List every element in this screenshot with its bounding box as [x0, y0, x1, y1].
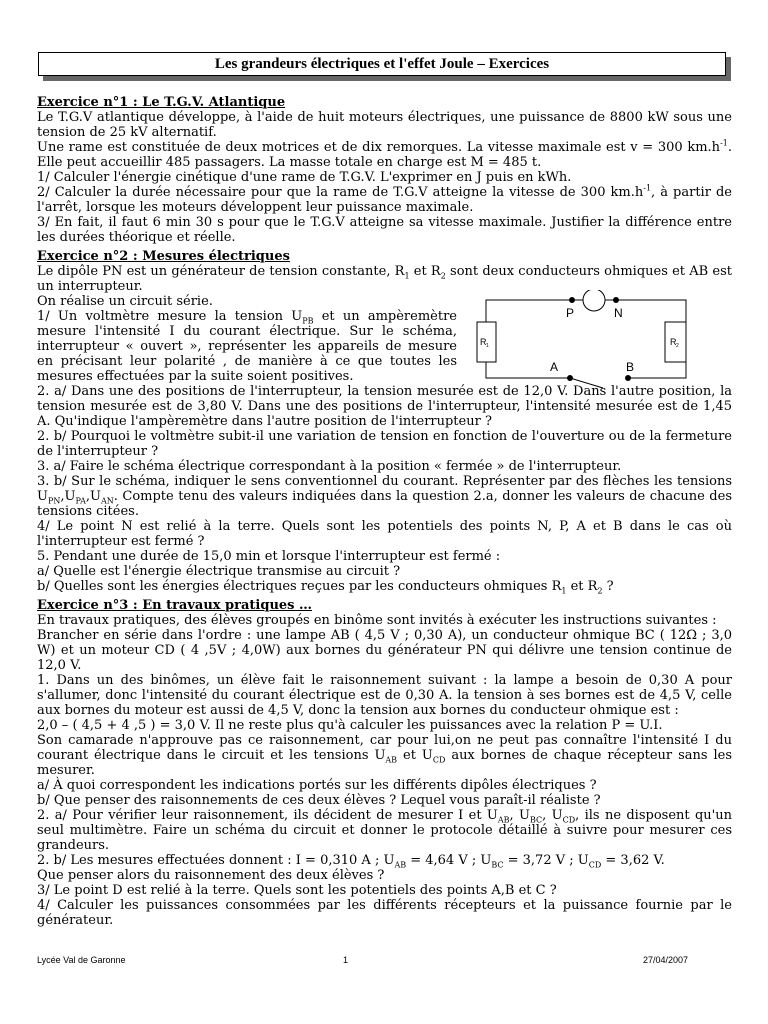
exercise-3-question: b/ Que penser des raisonnements de ces deux élèves ? Lequel vous paraît-il réaliste ?: [37, 793, 601, 808]
label-b: B: [626, 360, 635, 374]
footer-date: 27/04/2007: [642, 955, 688, 965]
label-p: P: [566, 306, 575, 320]
exercise-3-text: 2,0 – ( 4,5 + 4 ,5 ) = 3,0 V. Il ne reste plus qu'à calculer les puissances avec la relation P = U.I.: [37, 718, 663, 733]
circuit-wire-bottom-right: [628, 362, 686, 378]
exercise-2-question: 1/ Un voltmètre mesure la tension $U_{PB}$ et un ampèremètre mesure l'intensité I du courant électrique. Sur le schéma, interrupteur « ouvert », représenter les appareils de mesure en précisant leur polarité , de manière à ce que toutes les mesures effectuées par la suite soient positives.: [37, 309, 457, 384]
footer-page-number: 1: [343, 955, 349, 965]
exercise-1-question: 1/ Calculer l'énergie cinétique d'une rame de T.G.V. L'exprimer en J puis en kWh.: [37, 170, 572, 185]
exercise-2-heading: Exercice n°2 : Mesures électriques: [37, 249, 290, 264]
label-n: N: [614, 306, 623, 320]
exercise-3-question: 3/ Le point D est relié à la terre. Quels sont les potentiels des points A,B et C ?: [37, 883, 557, 898]
exercise-2-question: 2. a/ Dans une des positions de l'interrupteur, la tension mesurée est de 12,0 V. Dans l'autre position, la tension mesurée est de 3,80 V. Dans une des positions de l'interrupteur, l'intensité mesurée est de 1,45 A. Qu'indique l'ampèremètre dans l'autre position de l'interrupteur ?: [37, 384, 732, 429]
node-p: [569, 297, 575, 303]
exercise-3-text: Brancher en série dans l'ordre : une lampe AB ( 4,5 V ; 0,30 A), un conducteur ohmique BC ( 12Ω ; 3,0 W) et un moteur CD ( 4 ,5V ; 4,0W) aux bornes du générateur PN qui délivre une tension continue de 12,0 V.: [37, 628, 732, 673]
exercise-2-question: 3. b/ Sur le schéma, indiquer le sens conventionnel du courant. Représenter par des flèches les tensions $U_{PN},U_{PA},U_{AN}$. Compte tenu des valeurs indiquées dans la question 2.a, donner les valeurs de chacune des tensions citées.: [37, 474, 732, 519]
node-a: [567, 375, 573, 381]
document-body: [37, 94, 732, 928]
label-r2: R: [670, 337, 677, 347]
circuit-diagram: [466, 290, 706, 390]
switch-blade: [570, 378, 603, 388]
node-b: [625, 375, 631, 381]
exercise-2-question: 4/ Le point N est relié à la terre. Quels sont les potentiels des points N, P, A et B dans le cas où l'interrupteur est fermé ?: [37, 519, 732, 549]
exercise-1-heading: Exercice n°1 : Le T.G.V. Atlantique: [37, 95, 286, 110]
exercise-1-text: Le T.G.V atlantique développe, à l'aide de huit moteurs électriques, une puissance de 8800 kW sous une tension de 25 kV alternatif.: [37, 110, 732, 140]
exercise-3-heading: Exercice n°3 : En travaux pratiques …: [37, 598, 313, 613]
label-r1-sub: 1: [486, 343, 489, 349]
footer-school: Lycée Val de Garonne: [37, 955, 126, 965]
exercise-2-text: On réalise un circuit série.: [37, 294, 213, 309]
exercise-3-question: 4/ Calculer les puissances consommées par les différents récepteurs et la puissance fournie par le générateur.: [37, 898, 732, 928]
exercise-1-question: 3/ En fait, il faut 6 min 30 s pour que le T.G.V atteigne sa vitesse maximale. Justifier la différence entre les durées théorique et réelle.: [37, 215, 732, 245]
exercise-3-question: 2. a/ Pour vérifier leur raisonnement, ils décident de mesurer I et $U_{AB}$, $U_{BC}$, $U_{CD}$, ils ne disposent qu'un seul multimètre. Faire un schéma du circuit et donner le protocole détaillé à suivre pour mesurer ces grandeurs.: [37, 808, 732, 853]
exercise-3-question: Que penser alors du raisonnement des deux élèves ?: [37, 868, 385, 883]
generator-symbol: [583, 290, 605, 311]
exercise-3-text: Son camarade n'approuve pas ce raisonnement, car pour lui,on ne peut pas connaître l'intensité I du courant électrique dans le circuit et les tensions $U_{AB}$ et $U_{CD}$ aux bornes de chaque récepteur sans les mesurer.: [37, 733, 733, 778]
exercise-3-question: a/ À quoi correspondent les indications portés sur les différents dipôles électriques ?: [37, 778, 597, 793]
exercise-2-question: b/ Quelles sont les énergies électriques reçues par les conducteurs ohmiques $R_1$ et $R_2$ ?: [37, 579, 614, 596]
exercise-2-question: 5. Pendant une durée de 15,0 min et lorsque l'interrupteur est fermé :: [37, 549, 501, 564]
exercise-2-text: Le dipôle PN est un générateur de tension constante, $R_1$ et $R_2$ sont deux conducteurs ohmiques et AB est un interrupteur.: [37, 264, 732, 294]
exercise-1-question: 2/ Calculer la durée nécessaire pour que la rame de T.G.V atteigne la vitesse de 300 $km.h^{-1}$, à partir de l'arrêt, lorsque les moteurs développent leur puissance maximale.: [37, 183, 732, 215]
page-title: Les grandeurs électriques et l'effet Joule – Exercices: [214, 55, 550, 72]
label-r1: R: [480, 337, 487, 347]
node-n: [613, 297, 619, 303]
title-box: [38, 52, 726, 76]
exercise-3-question: 2. b/ Les mesures effectuées donnent : I = 0,310 A ; $U_{AB} = 4,64$ V ; $U_{BC} = 3,72$ V ; $U_{CD} = 3,62$ V.: [37, 853, 665, 870]
exercise-3-text: En travaux pratiques, des élèves groupés en binôme sont invités à exécuter les instructions suivantes :: [37, 613, 717, 628]
exercise-2-question: a/ Quelle est l'énergie électrique transmise au circuit ?: [37, 564, 401, 579]
exercise-2-question: 2. b/ Pourquoi le voltmètre subit-il une variation de tension en fonction de l'ouverture ou de la fermeture de l'interrupteur ?: [37, 429, 732, 459]
exercise-1-text: Une rame est constituée de deux motrices et de dix remorques. La vitesse maximale est v = 300 $km.h^{-1}$. Elle peut accueillir 485 passagers. La masse totale en charge est M = 485 t.: [37, 138, 732, 170]
exercise-3-question: 1. Dans un des binômes, un élève fait le raisonnement suivant : la lampe a besoin de 0,30 A pour s'allumer, donc l'intensité du courant électrique est de 0,30 A. la tension à ses bornes est de 4,5 V, celle aux bornes du moteur est aussi de 4,5 V, donc la tension aux bornes du conducteur ohmique est :: [37, 673, 732, 718]
label-a: A: [550, 360, 559, 374]
label-r2-sub: 2: [676, 343, 679, 349]
exercise-2-question: 3. a/ Faire le schéma électrique correspondant à la position « fermée » de l'interrupteur.: [37, 459, 622, 474]
